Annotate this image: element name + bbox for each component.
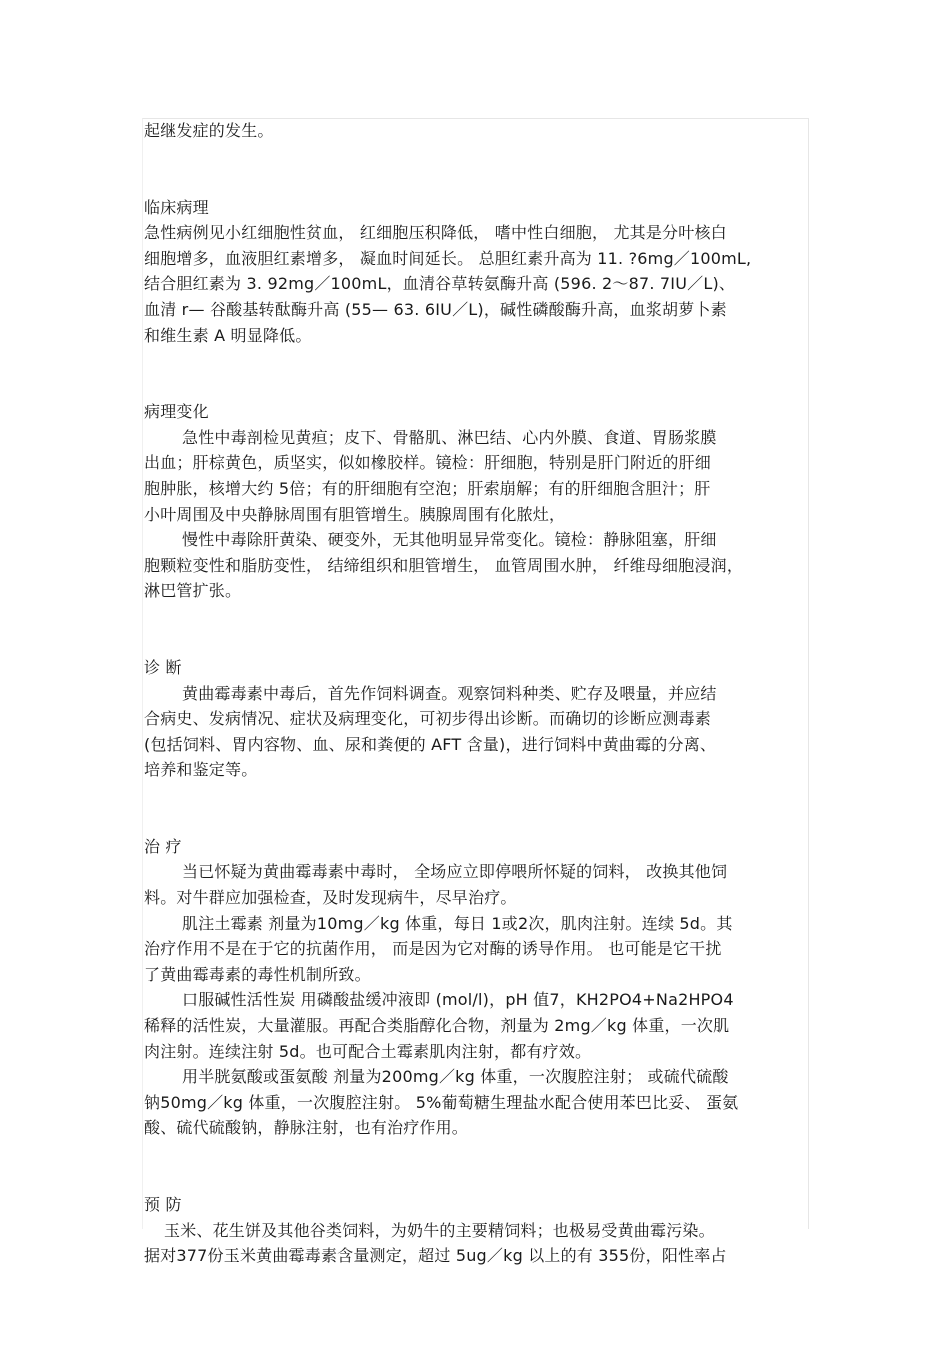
text-line: 玉米、花生饼及其他谷类饲料，为奶牛的主要精饲料；也极易受黄曲霉污染。 (164, 1220, 715, 1240)
section-title: 病理变化 (144, 402, 209, 422)
text-line: 培养和鉴定等。 (144, 760, 258, 780)
text-line: 细胞增多，血液胆红素增多， 凝血时间延长。 总胆红素升高为 11. ?6mg／100mL, (144, 248, 752, 268)
section-title: 诊 断 (144, 657, 182, 677)
section-title: 治 疗 (144, 836, 182, 856)
paragraph (144, 987, 814, 1064)
text-line: 胞肿胀，核增大约 5倍；有的肝细胞有空泡；肝索崩解；有的肝细胞含胆汁；肝 (144, 478, 711, 498)
text-line: 出血；肝棕黄色，质坚实，似如橡胶样。镜检：肝细胞，特别是肝门附近的肝细 (144, 453, 712, 473)
text-line: 慢性中毒除肝黄染、硬变外，无其他明显异常变化。镜检：静脉阻塞，肝细 (182, 530, 717, 550)
section-treatment (144, 834, 814, 1141)
section-pathological-changes (144, 399, 814, 604)
text-line: 当已怀疑为黄曲霉毒素中毒时， 全场应立即停喂所怀疑的饲料， 改换其他饲 (182, 862, 728, 882)
text-line: 治疗作用不是在于它的抗菌作用， 而是因为它对酶的诱导作用。 也可能是它干扰 (144, 939, 722, 959)
text-line: 起继发症的发生。 (144, 121, 274, 140)
text-line: 和维生素 A 明显降低。 (144, 325, 312, 345)
text-line: 据对377份玉米黄曲霉毒素含量测定，超过 5ug／kg 以上的有 355份，阳性率占 (144, 1246, 727, 1266)
text-line: 淋巴管扩张。 (144, 581, 242, 601)
text-line: 结合胆红素为 3. 92mg／100mL，血清谷草转氨酶升高 (596. 2～87. 7IU／L)、 (144, 274, 736, 294)
paragraph (144, 681, 814, 783)
document-body (144, 118, 814, 1269)
intro-paragraph (144, 118, 814, 144)
section-title: 临床病理 (144, 197, 209, 217)
section-diagnosis (144, 655, 814, 783)
section-prevention (144, 1192, 814, 1269)
paragraph (144, 1243, 814, 1269)
paragraph (144, 1218, 814, 1244)
paragraph (144, 859, 814, 910)
section-title: 预 防 (144, 1195, 182, 1214)
text-line: (包括饲料、胃内容物、血、尿和粪便的 AFT 含量)，进行饲料中黄曲霉的分离、 (144, 734, 717, 754)
text-line: 稀释的活性炭，大量灌服。再配合类脂醇化合物，剂量为 2mg／kg 体重，一次肌 (144, 1016, 730, 1036)
text-line: 急性中毒剖检见黄疸；皮下、骨骼肌、淋巴结、心内外膜、食道、胃肠浆膜 (182, 427, 717, 447)
text-line: 血清 r— 谷酸基转酞酶升高 (55— 63. 6IU／L)，碱性磷酸酶升高，血浆胡萝卜素 (144, 299, 727, 319)
text-line: 小叶周围及中央静脉周围有胆管增生。胰腺周围有化脓灶， (144, 504, 566, 524)
paragraph (144, 527, 814, 604)
text-line: 用半胱氨酸或蛋氨酸 剂量为200mg／kg 体重，一次腹腔注射； 或硫代硫酸 (182, 1067, 729, 1087)
text-line: 胞颗粒变性和脂肪变性， 结缔组织和胆管增生， 血管周围水肿， 纤维母细胞浸润， (144, 555, 744, 575)
text-line: 急性病例见小红细胞性贫血， 红细胞压积降低， 嗜中性白细胞， 尤其是分叶核白 (144, 223, 727, 243)
text-line: 料。对牛群应加强检查，及时发现病牛，尽早治疗。 (144, 888, 517, 908)
text-line: 黄曲霉毒素中毒后，首先作饲料调查。观察饲料种类、贮存及喂量，并应结 (182, 683, 717, 703)
text-line: 口服碱性活性炭 用磷酸盐缓冲液即 (mol/l)，pH 值7，KH2PO4+Na2HPO4 (182, 990, 734, 1010)
paragraph (144, 911, 814, 988)
text-line: 肌注土霉素 剂量为10mg／kg 体重，每日 1或2次，肌肉注射。连续 5d。其 (182, 913, 733, 933)
text-line: 钠50mg／kg 体重，一次腹腔注射。 5%葡萄糖生理盐水配合使用苯巴比妥、 蛋氨 (144, 1092, 739, 1112)
text-line: 合病史、发病情况、症状及病理变化，可初步得出诊断。而确切的诊断应测毒素 (144, 709, 712, 729)
text-line: 酸、硫代硫酸钠，静脉注射，也有治疗作用。 (144, 1118, 469, 1138)
text-line: 了黄曲霉毒素的毒性机制所致。 (144, 964, 371, 984)
text-line: 肉注射。连续注射 5d。也可配合土霉素肌肉注射，都有疗效。 (144, 1041, 592, 1061)
section-clinical-pathology (144, 195, 814, 349)
paragraph (144, 1064, 814, 1141)
paragraph (144, 425, 814, 527)
paragraph (144, 220, 814, 348)
